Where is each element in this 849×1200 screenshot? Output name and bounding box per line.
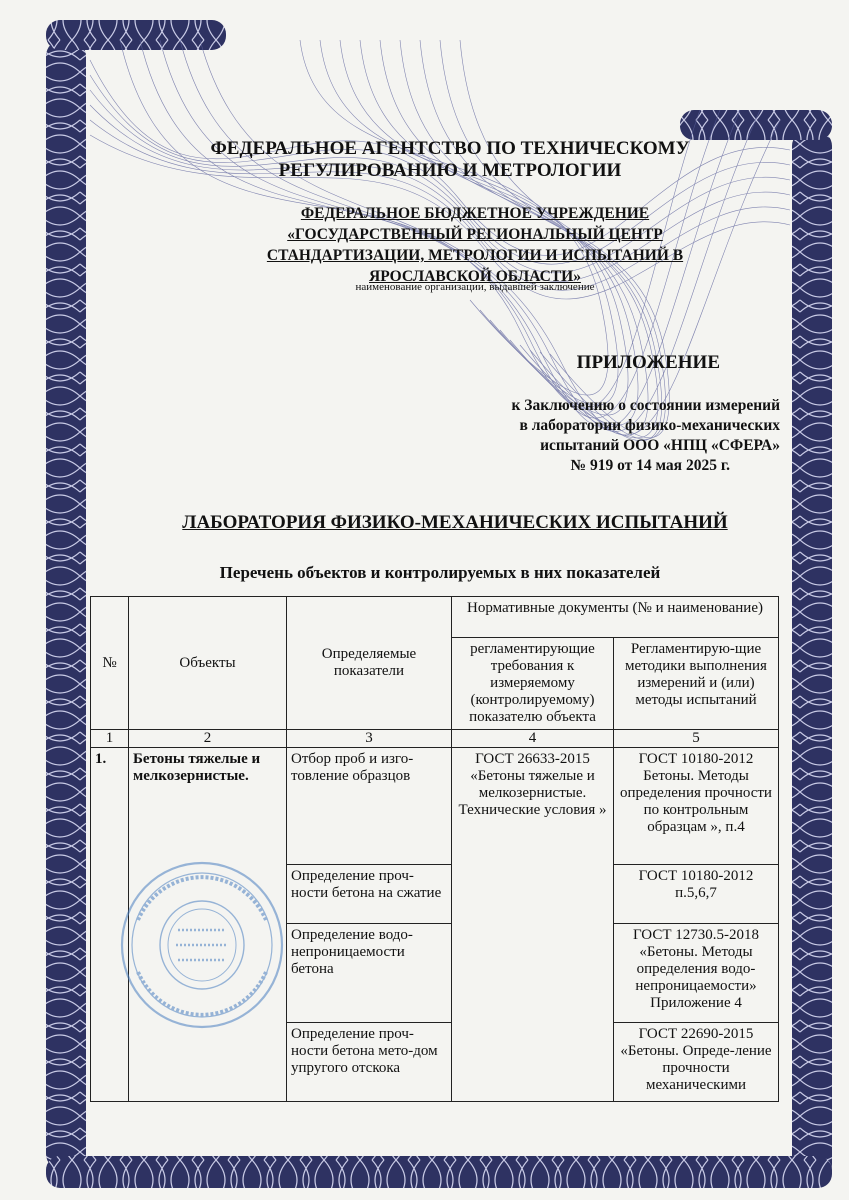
header-normative: Нормативные документы (№ и наименование) — [452, 597, 779, 638]
appendix-line: в лаборатории физико-механических — [519, 417, 780, 434]
appendix-line: испытаний ООО «НПЦ «СФЕРА» — [540, 437, 780, 454]
item-object: Бетоны тяжелые и мелкозернистые. — [129, 748, 287, 1102]
method-cell: ГОСТ 22690-2015 «Бетоны. Опреде-ление прочности механическими — [614, 1023, 779, 1102]
list-title: Перечень объектов и контролируемых в них показателей — [219, 563, 661, 582]
indicator-cell: Определение проч-ности бетона мето-дом упругого отскока — [287, 1023, 452, 1102]
item-number: 1. — [91, 748, 129, 1102]
institution-title: ФЕДЕРАЛЬНОЕ БЮДЖЕТНОЕ УЧРЕЖДЕНИЕ «ГОСУДАРСТВЕННЫЙ РЕГИОНАЛЬНЫЙ ЦЕНТР СТАНДАРТИЗАЦИИ, МЕТРОЛОГИИ И ИСПЫТАНИЙ В ЯРОСЛАВСКОЙ ОБЛАСТИ» — [266, 205, 684, 285]
frame-top-right — [680, 110, 832, 140]
institution-caption: наименование организации, выдавшей заключение — [355, 281, 595, 293]
frame-bottom — [46, 1156, 832, 1188]
header-indicators: Определяемые показатели — [287, 597, 452, 730]
agency-title: ФЕДЕРАЛЬНОЕ АГЕНТСТВО ПО ТЕХНИЧЕСКОМУ РЕГУЛИРОВАНИЮ И МЕТРОЛОГИИ — [210, 138, 690, 181]
method-cell: ГОСТ 10180-2012 п.5,6,7 — [614, 865, 779, 924]
header-requirements: регламентирующие требования к измеряемому (контролируемому) показателю объекта — [452, 638, 614, 730]
col-number: 4 — [452, 730, 614, 748]
header-objects: Объекты — [129, 597, 287, 730]
header-num: № — [91, 597, 129, 730]
col-number: 2 — [129, 730, 287, 748]
lab-title: ЛАБОРАТОРИЯ ФИЗИКО-МЕХАНИЧЕСКИХ ИСПЫТАНИЙ — [182, 512, 728, 533]
indicator-cell: Отбор проб и изго-товление образцов — [287, 748, 452, 865]
col-number: 5 — [614, 730, 779, 748]
requirement-doc: ГОСТ 26633-2015 «Бетоны тяжелые и мелкозернистые. Технические условия » — [452, 748, 614, 1102]
method-cell: ГОСТ 10180-2012 Бетоны. Методы определения прочности по контрольным образцам », п.4 — [614, 748, 779, 865]
header-methods: Регламентирую-щие методики выполнения измерений и (или) методы испытаний — [614, 638, 779, 730]
frame-right — [792, 130, 832, 1180]
method-cell: ГОСТ 12730.5-2018 «Бетоны. Методы определения водо-непроницаемости» Приложение 4 — [614, 924, 779, 1023]
organization-stamp — [118, 860, 286, 1030]
frame-left — [46, 40, 86, 1170]
appendix-line: № 919 от 14 мая 2025 г. — [570, 457, 730, 474]
appendix-line: к Заключению о состоянии измерений — [511, 397, 780, 414]
appendix-reference — [420, 396, 780, 476]
indicator-cell: Определение проч-ности бетона на сжатие — [287, 865, 452, 924]
frame-top — [46, 20, 226, 50]
col-number: 1 — [91, 730, 129, 748]
col-number: 3 — [287, 730, 452, 748]
appendix-title: ПРИЛОЖЕНИЕ — [576, 352, 720, 373]
indicator-cell: Определение водо-непроницаемости бетона — [287, 924, 452, 1023]
